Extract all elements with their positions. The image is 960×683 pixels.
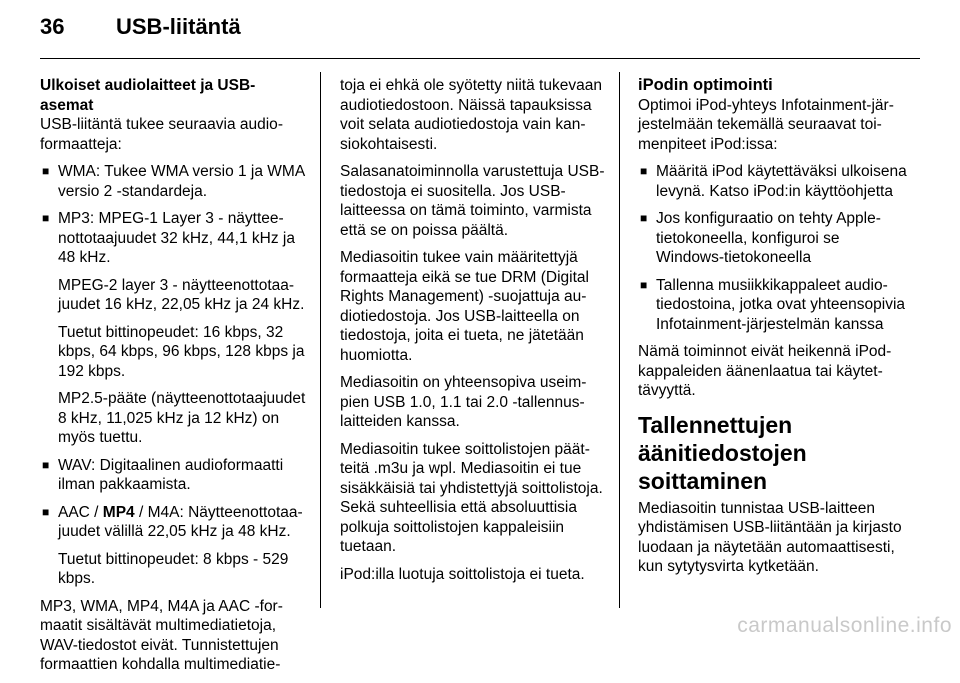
column-divider: [320, 72, 321, 608]
paragraph: Mediasoitin on yhteensopiva useimpien USB 1.0, 1.1 tai 2.0 -tallennuslaitteiden kanssa.: [340, 374, 587, 430]
list-item: [40, 456, 308, 495]
column-2: [340, 76, 608, 592]
list-text: WMA: Tukee WMA versio 1 ja WMA versio 2 -standardeja.: [58, 163, 305, 200]
paragraph: Mediasoitin tukee soittolistojen päätteitä .m3u ja wpl. Mediasoitin ei tue sisäkkäisiä tai yhdistettyjä soittolistoja. Sekä suhteellisia että absoluuttisia polkuja soittolistojen kappaleisiin tuetaan.: [340, 440, 603, 555]
list-text-bold: MP4: [102, 503, 135, 521]
section-heading-audio: Ulkoiset audiolaitteet ja USB-asemat: [40, 77, 256, 114]
list-text: Tuetut bittinopeudet: 8 kbps - 529 kbps.: [58, 550, 289, 587]
column-divider: [619, 72, 620, 608]
list-text: Tuetut bittinopeudet: 16 kbps, 32 kbps, 64 kbps, 96 kbps, 128 kbps ja 192 kbps.: [58, 323, 305, 380]
paragraph: Mediasoitin tukee vain määritettyjä formaatteja eikä se tue DRM (Digital Rights Management) -suojattuja audiotiedostoja. Jos USB-laitteella on tiedostoja, joita ei tueta, ne jätetään huomiotta.: [340, 249, 589, 364]
list-item: [638, 276, 908, 335]
bullet-icon: ■: [42, 457, 50, 472]
list-text: MPEG-2 layer 3 - näytteenottotaajuudet 16 kHz, 22,05 kHz ja 24 kHz.: [58, 276, 305, 313]
bullet-icon: ■: [640, 164, 648, 178]
list-item: [638, 209, 908, 268]
column-3: [638, 76, 908, 585]
list-item: [40, 209, 308, 448]
list-text-pre: AAC /: [58, 503, 103, 521]
note-text: Nämä toiminnot eivät heikennä iPod-kappaleiden äänenlaatua tai käytettävyyttä.: [638, 343, 892, 399]
bullet-icon: ■: [42, 504, 50, 519]
body-text: Mediasoitin tunnistaa USB-laitteen yhdistämisen USB-liitäntään ja kirjasto luodaan ja näytetään automaattisesti, kun sytytysvirta kytketään.: [638, 499, 902, 575]
page-number: 36: [40, 14, 65, 39]
list-text: Jos konfiguraatio on tehty Apple-tietokoneella, konfiguroi se Windows-tietokoneella: [656, 210, 881, 266]
list-text-post: / M4A: Näytteenottotaajuudet välillä 22,05 kHz ja 48 kHz.: [58, 503, 303, 540]
section-heading-ipod: iPodin optimointi: [638, 76, 773, 94]
paragraph: iPod:illa luotuja soittolistoja ei tueta.: [340, 565, 585, 583]
paragraph: toja ei ehkä ole syötetty niitä tukevaan audiotiedostoon. Näissä tapauksissa voit selata audiotiedostoja vain kansiokohtaisesti.: [340, 77, 602, 153]
list-text: Tallenna musiikkikappaleet audiotiedostoina, jotka ovat yhteensopivia Infotainment-järjestelmän kanssa: [656, 276, 906, 333]
header-rule: [40, 58, 920, 59]
bullet-icon: ■: [42, 211, 50, 225]
format-list: [40, 162, 308, 589]
list-text: MP2.5-pääte (näytteenottotaajuudet 8 kHz, 11,025 kHz ja 12 kHz) on myös tuettu.: [58, 390, 306, 446]
list-item: [40, 503, 308, 589]
list-text: WAV: Digitaalinen audioformaatti ilman pakkaamista.: [58, 456, 284, 493]
list-item: [40, 162, 308, 201]
paragraph: Salasanatoiminnolla varustettuja USB-tiedostoja ei suositella. Jos USB-laitteessa on tämä toiminto, varmista että se on poissa päältä.: [340, 163, 605, 239]
list-text: Määritä iPod käytettäväksi ulkoisena levynä. Katso iPod:in käyttöohjetta: [656, 163, 907, 200]
bullet-icon: ■: [640, 277, 648, 292]
column-1: [40, 76, 308, 683]
closing-text: MP3, WMA, MP4, M4A ja AAC -formaatit sisältävät multimediatietoja, WAV-tiedostot eivät. Tunnistettujen formaattien kohdalla multimediatie-: [40, 597, 283, 673]
ipod-steps-list: [638, 162, 908, 334]
bullet-icon: ■: [640, 211, 648, 225]
section-heading-playback: Tallennettujen äänitiedostojen soittaminen: [638, 411, 807, 494]
page-title: USB-liitäntä: [116, 14, 241, 39]
list-item: [638, 162, 908, 201]
list-text: MP3: MPEG-1 Layer 3 - näytteenottotaajuudet 32 kHz, 44,1 kHz ja 48 kHz.: [58, 210, 295, 266]
intro-text: USB-liitäntä tukee seuraavia audioformaatteja:: [40, 116, 283, 153]
bullet-icon: ■: [42, 164, 50, 178]
watermark-text: carmanualsonline.info: [737, 614, 952, 637]
list-text: [58, 503, 308, 542]
intro-text: Optimoi iPod-yhteys Infotainment-järjestelmään tekemällä seuraavat toimenpiteet iPod:issa:: [638, 96, 894, 153]
